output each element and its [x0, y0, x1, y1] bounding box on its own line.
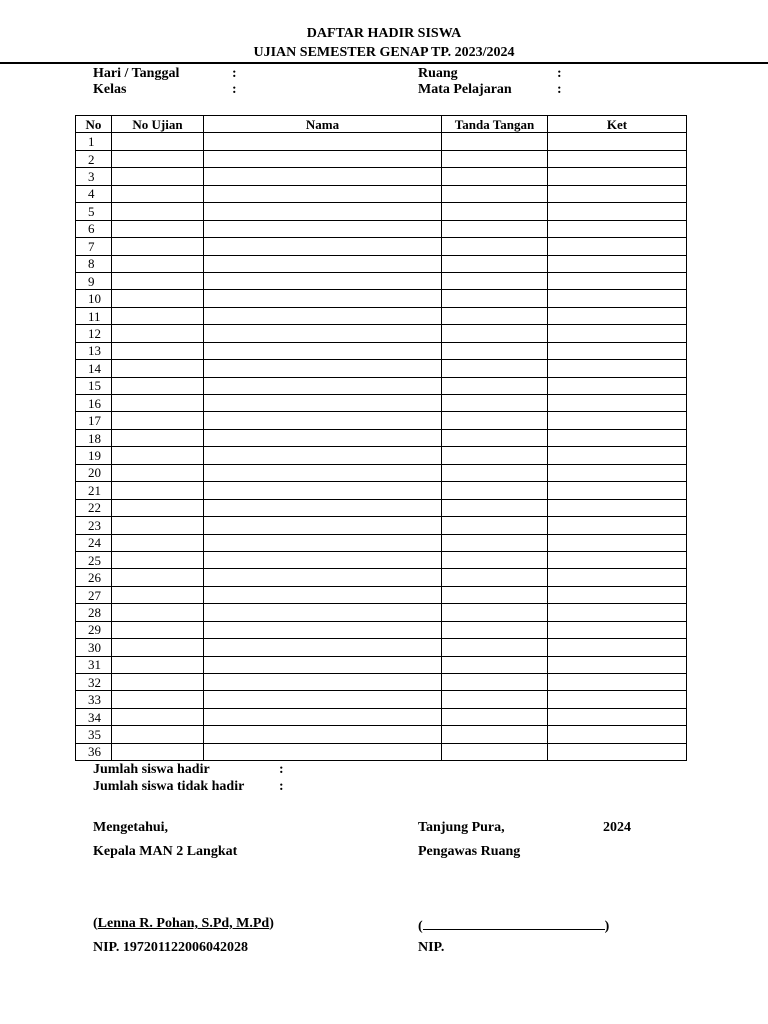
row-number-cell: 5	[76, 203, 112, 220]
col-header-ket: Ket	[548, 116, 687, 133]
tanda-tangan-cell	[442, 185, 548, 202]
nama-cell	[204, 272, 442, 289]
table-row	[76, 412, 687, 429]
row-number-cell: 21	[76, 482, 112, 499]
no-ujian-cell	[112, 238, 204, 255]
nama-cell	[204, 604, 442, 621]
tanda-tangan-cell	[442, 569, 548, 586]
ket-cell	[548, 307, 687, 324]
no-ujian-cell	[112, 708, 204, 725]
nama-cell	[204, 656, 442, 673]
ket-cell	[548, 586, 687, 603]
tanda-tangan-cell	[442, 551, 548, 568]
no-ujian-cell	[112, 325, 204, 342]
tanda-tangan-cell	[442, 220, 548, 237]
tanda-tangan-cell	[442, 325, 548, 342]
no-ujian-cell	[112, 133, 204, 150]
hari-tanggal-label: Hari / Tanggal	[93, 66, 180, 81]
col-header-tanda-tangan: Tanda Tangan	[442, 116, 548, 133]
row-number-cell: 24	[76, 534, 112, 551]
table-header-row	[76, 116, 687, 133]
tanda-tangan-cell	[442, 429, 548, 446]
ket-cell	[548, 168, 687, 185]
ket-cell	[548, 377, 687, 394]
kepala-open-paren: (	[93, 916, 98, 931]
table-row	[76, 220, 687, 237]
col-header-no: No	[76, 116, 112, 133]
row-number-cell: 35	[76, 726, 112, 743]
col-header-no-ujian: No Ujian	[112, 116, 204, 133]
row-number-cell: 9	[76, 272, 112, 289]
kepala-close-paren: )	[269, 916, 274, 931]
nama-cell	[204, 726, 442, 743]
document-title: DAFTAR HADIR SISWA	[306, 26, 462, 41]
row-number-cell: 4	[76, 185, 112, 202]
ket-cell	[548, 412, 687, 429]
ket-cell	[548, 325, 687, 342]
table-row	[76, 377, 687, 394]
row-number-cell: 19	[76, 447, 112, 464]
row-number-cell: 14	[76, 360, 112, 377]
no-ujian-cell	[112, 517, 204, 534]
no-ujian-cell	[112, 168, 204, 185]
tanda-tangan-cell	[442, 290, 548, 307]
ket-cell	[548, 656, 687, 673]
table-row	[76, 517, 687, 534]
jumlah-hadir-label: Jumlah siswa hadir	[93, 762, 210, 777]
table-row	[76, 150, 687, 167]
row-number-cell: 27	[76, 586, 112, 603]
row-number-cell: 10	[76, 290, 112, 307]
no-ujian-cell	[112, 150, 204, 167]
row-number-cell: 26	[76, 569, 112, 586]
tanda-tangan-cell	[442, 150, 548, 167]
nama-cell	[204, 586, 442, 603]
table-row	[76, 360, 687, 377]
tanda-tangan-cell	[442, 586, 548, 603]
no-ujian-cell	[112, 569, 204, 586]
pengawas-name-line	[418, 916, 609, 935]
jumlah-tidak-hadir-label: Jumlah siswa tidak hadir	[93, 779, 245, 794]
no-ujian-cell	[112, 586, 204, 603]
no-ujian-cell	[112, 482, 204, 499]
nama-cell	[204, 621, 442, 638]
mata-pelajaran-label: Mata Pelajaran	[418, 82, 512, 97]
tanda-tangan-cell	[442, 412, 548, 429]
no-ujian-cell	[112, 272, 204, 289]
row-number-cell: 33	[76, 691, 112, 708]
jumlah-tidak-hadir-colon: :	[279, 779, 284, 794]
row-number-cell: 11	[76, 307, 112, 324]
row-number-cell: 30	[76, 639, 112, 656]
table-row	[76, 674, 687, 691]
kepala-name-line	[93, 916, 274, 932]
table-row	[76, 307, 687, 324]
pengawas-close-paren: )	[604, 919, 610, 934]
ket-cell	[548, 272, 687, 289]
ket-cell	[548, 185, 687, 202]
no-ujian-cell	[112, 551, 204, 568]
no-ujian-cell	[112, 185, 204, 202]
nama-cell	[204, 395, 442, 412]
nama-cell	[204, 639, 442, 656]
tanda-tangan-cell	[442, 238, 548, 255]
tanda-tangan-cell	[442, 621, 548, 638]
no-ujian-cell	[112, 342, 204, 359]
ket-cell	[548, 360, 687, 377]
no-ujian-cell	[112, 255, 204, 272]
table-row	[76, 185, 687, 202]
row-number-cell: 2	[76, 150, 112, 167]
nama-cell	[204, 377, 442, 394]
table-row	[76, 168, 687, 185]
no-ujian-cell	[112, 412, 204, 429]
no-ujian-cell	[112, 743, 204, 760]
no-ujian-cell	[112, 499, 204, 516]
ket-cell	[548, 255, 687, 272]
table-row	[76, 586, 687, 603]
no-ujian-cell	[112, 674, 204, 691]
ket-cell	[548, 429, 687, 446]
tanda-tangan-cell	[442, 377, 548, 394]
ket-cell	[548, 639, 687, 656]
row-number-cell: 16	[76, 395, 112, 412]
table-row	[76, 743, 687, 760]
table-row	[76, 447, 687, 464]
row-number-cell: 6	[76, 220, 112, 237]
nama-cell	[204, 482, 442, 499]
tanda-tangan-cell	[442, 447, 548, 464]
no-ujian-cell	[112, 447, 204, 464]
place-text: Tanjung Pura,	[418, 820, 505, 835]
ket-cell	[548, 674, 687, 691]
nama-cell	[204, 150, 442, 167]
table-row	[76, 203, 687, 220]
ket-cell	[548, 464, 687, 481]
no-ujian-cell	[112, 220, 204, 237]
mata-pelajaran-colon: :	[557, 82, 562, 97]
attendance-table	[75, 115, 687, 761]
pengawas-open-paren: (	[418, 919, 423, 934]
nama-cell	[204, 307, 442, 324]
ket-cell	[548, 569, 687, 586]
table-row	[76, 238, 687, 255]
table-row	[76, 342, 687, 359]
nama-cell	[204, 220, 442, 237]
ket-cell	[548, 290, 687, 307]
table-row	[76, 290, 687, 307]
tanda-tangan-cell	[442, 743, 548, 760]
table-row	[76, 551, 687, 568]
row-number-cell: 8	[76, 255, 112, 272]
pengawas-nip: NIP.	[418, 940, 445, 955]
tanda-tangan-cell	[442, 674, 548, 691]
ket-cell	[548, 517, 687, 534]
tanda-tangan-cell	[442, 656, 548, 673]
nama-cell	[204, 168, 442, 185]
ket-cell	[548, 691, 687, 708]
row-number-cell: 20	[76, 464, 112, 481]
ket-cell	[548, 551, 687, 568]
no-ujian-cell	[112, 429, 204, 446]
ket-cell	[548, 726, 687, 743]
no-ujian-cell	[112, 395, 204, 412]
nama-cell	[204, 325, 442, 342]
row-number-cell: 17	[76, 412, 112, 429]
header-divider	[0, 62, 768, 64]
table-row	[76, 255, 687, 272]
nama-cell	[204, 499, 442, 516]
tanda-tangan-cell	[442, 499, 548, 516]
table-row	[76, 621, 687, 638]
no-ujian-cell	[112, 377, 204, 394]
table-row	[76, 429, 687, 446]
no-ujian-cell	[112, 307, 204, 324]
kelas-colon: :	[232, 82, 237, 97]
kepala-title: Kepala MAN 2 Langkat	[93, 844, 238, 859]
nama-cell	[204, 429, 442, 446]
table-row	[76, 272, 687, 289]
pengawas-title: Pengawas Ruang	[418, 844, 521, 859]
table-row	[76, 708, 687, 725]
table-row	[76, 639, 687, 656]
no-ujian-cell	[112, 604, 204, 621]
jumlah-hadir-colon: :	[279, 762, 284, 777]
table-row	[76, 569, 687, 586]
nama-cell	[204, 517, 442, 534]
no-ujian-cell	[112, 360, 204, 377]
ket-cell	[548, 203, 687, 220]
tanda-tangan-cell	[442, 604, 548, 621]
nama-cell	[204, 674, 442, 691]
ket-cell	[548, 743, 687, 760]
row-number-cell: 31	[76, 656, 112, 673]
ruang-label: Ruang	[418, 66, 458, 81]
nama-cell	[204, 255, 442, 272]
no-ujian-cell	[112, 290, 204, 307]
no-ujian-cell	[112, 621, 204, 638]
tanda-tangan-cell	[442, 534, 548, 551]
nama-cell	[204, 464, 442, 481]
nama-cell	[204, 412, 442, 429]
nama-cell	[204, 342, 442, 359]
ket-cell	[548, 604, 687, 621]
pengawas-name-blank	[423, 916, 605, 930]
tanda-tangan-cell	[442, 482, 548, 499]
document-subtitle: UJIAN SEMESTER GENAP TP. 2023/2024	[253, 45, 515, 60]
table-row	[76, 325, 687, 342]
nama-cell	[204, 569, 442, 586]
table-row	[76, 726, 687, 743]
tanda-tangan-cell	[442, 168, 548, 185]
ket-cell	[548, 150, 687, 167]
nama-cell	[204, 203, 442, 220]
ket-cell	[548, 482, 687, 499]
tanda-tangan-cell	[442, 255, 548, 272]
ket-cell	[548, 133, 687, 150]
row-number-cell: 7	[76, 238, 112, 255]
ket-cell	[548, 220, 687, 237]
row-number-cell: 25	[76, 551, 112, 568]
nama-cell	[204, 691, 442, 708]
table-row	[76, 534, 687, 551]
tanda-tangan-cell	[442, 133, 548, 150]
no-ujian-cell	[112, 656, 204, 673]
nama-cell	[204, 360, 442, 377]
no-ujian-cell	[112, 534, 204, 551]
ket-cell	[548, 395, 687, 412]
no-ujian-cell	[112, 691, 204, 708]
tanda-tangan-cell	[442, 708, 548, 725]
row-number-cell: 23	[76, 517, 112, 534]
ket-cell	[548, 708, 687, 725]
row-number-cell: 13	[76, 342, 112, 359]
row-number-cell: 15	[76, 377, 112, 394]
ket-cell	[548, 342, 687, 359]
table-row	[76, 656, 687, 673]
col-header-nama: Nama	[204, 116, 442, 133]
ruang-colon: :	[557, 66, 562, 81]
table-body	[76, 133, 687, 761]
tanda-tangan-cell	[442, 395, 548, 412]
nama-cell	[204, 743, 442, 760]
tanda-tangan-cell	[442, 272, 548, 289]
table-row	[76, 482, 687, 499]
ket-cell	[548, 534, 687, 551]
hari-tanggal-colon: :	[232, 66, 237, 81]
row-number-cell: 12	[76, 325, 112, 342]
kepala-name: Lenna R. Pohan, S.Pd, M.Pd	[97, 916, 270, 931]
row-number-cell: 34	[76, 708, 112, 725]
kelas-label: Kelas	[93, 82, 127, 97]
row-number-cell: 3	[76, 168, 112, 185]
table-row	[76, 499, 687, 516]
row-number-cell: 1	[76, 133, 112, 150]
nama-cell	[204, 185, 442, 202]
nama-cell	[204, 551, 442, 568]
tanda-tangan-cell	[442, 726, 548, 743]
row-number-cell: 28	[76, 604, 112, 621]
table-row	[76, 464, 687, 481]
ket-cell	[548, 447, 687, 464]
table-row	[76, 604, 687, 621]
nama-cell	[204, 290, 442, 307]
tanda-tangan-cell	[442, 691, 548, 708]
kepala-nip: NIP. 197201122006042028	[93, 940, 249, 955]
table-row	[76, 395, 687, 412]
row-number-cell: 18	[76, 429, 112, 446]
tanda-tangan-cell	[442, 307, 548, 324]
table-row	[76, 133, 687, 150]
tanda-tangan-cell	[442, 360, 548, 377]
nama-cell	[204, 447, 442, 464]
nama-cell	[204, 133, 442, 150]
ket-cell	[548, 621, 687, 638]
no-ujian-cell	[112, 639, 204, 656]
ket-cell	[548, 499, 687, 516]
nama-cell	[204, 534, 442, 551]
nama-cell	[204, 708, 442, 725]
tanda-tangan-cell	[442, 203, 548, 220]
no-ujian-cell	[112, 726, 204, 743]
row-number-cell: 22	[76, 499, 112, 516]
tanda-tangan-cell	[442, 639, 548, 656]
nama-cell	[204, 238, 442, 255]
mengetahui-text: Mengetahui,	[93, 820, 169, 835]
no-ujian-cell	[112, 203, 204, 220]
row-number-cell: 32	[76, 674, 112, 691]
row-number-cell: 29	[76, 621, 112, 638]
row-number-cell: 36	[76, 743, 112, 760]
tanda-tangan-cell	[442, 517, 548, 534]
year-text: 2024	[603, 820, 631, 835]
tanda-tangan-cell	[442, 342, 548, 359]
ket-cell	[548, 238, 687, 255]
tanda-tangan-cell	[442, 464, 548, 481]
no-ujian-cell	[112, 464, 204, 481]
table-row	[76, 691, 687, 708]
